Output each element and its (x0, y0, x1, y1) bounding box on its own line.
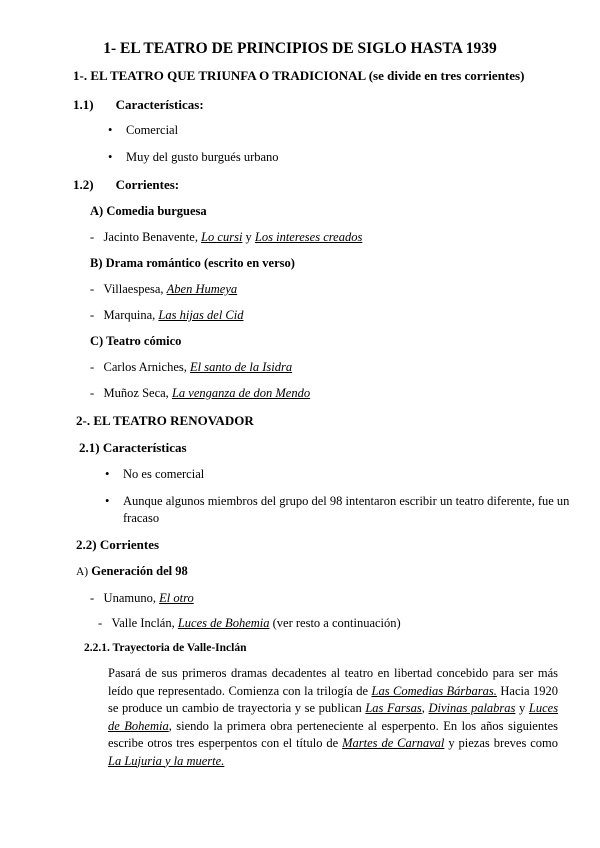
work-title: Las Comedias Bárbaras. (371, 683, 497, 698)
paragraph-text: y (519, 701, 526, 715)
subsection-label: Generación del 98 (91, 564, 188, 578)
section-2-heading: 2-. EL TEATRO RENOVADOR (76, 413, 254, 428)
author: Villaespesa, (103, 282, 164, 296)
list-item: • Aunque algunos miembros del grupo del 98 intentaron escribir un teatro diferente, fue un (123, 494, 569, 509)
dash: - (90, 308, 95, 322)
paragraph-text: Hacia 1920 se produce un cambio de trayectoria y se publican (108, 683, 559, 715)
section-1-heading: 1-. EL TEATRO QUE TRIUNFA O TRADICIONAL (se divide en tres corrientes) (73, 68, 525, 83)
work-title: Aben Humeya (166, 282, 238, 296)
work-title: Divinas palabras (428, 701, 516, 715)
list-item (90, 282, 237, 297)
list-item: • No es comercial (123, 467, 204, 482)
section-1-1-label: Características: (115, 97, 204, 112)
work-title: La venganza de don Mendo (171, 386, 311, 400)
conjunction: y (245, 230, 252, 244)
section-1-2-label: Corrientes: (115, 177, 180, 192)
list-item: • Muy del gusto burgués urbano (126, 150, 279, 165)
work-title: Lo cursi (201, 230, 243, 244)
work-title: El santo de la Isidra (190, 360, 293, 374)
section-2-2-heading: 2.2) Corrientes (76, 537, 160, 552)
work-title: Las Farsas (365, 701, 422, 715)
page-title: 1- EL TEATRO DE PRINCIPIOS DE SIGLO HASTA 1939 (103, 40, 497, 57)
dash: - (90, 591, 95, 605)
dash: - (90, 386, 95, 400)
paragraph-text: , (421, 701, 425, 715)
dash: - (90, 230, 95, 244)
list-item (98, 616, 401, 631)
list-item (90, 386, 310, 401)
dash: - (98, 616, 103, 630)
section-1-1-heading (73, 97, 204, 113)
paragraph-text: , siendo la primera obra perteneciente al esperpento. En los años siguientes escribe otros tres esperpentos con el título de (108, 718, 558, 750)
list-item (90, 308, 244, 323)
author: Unamuno, (103, 591, 156, 605)
dash: - (90, 360, 95, 374)
work-title: Martes de Carnaval (342, 736, 445, 750)
subsection-a-heading: A) Comedia burguesa (90, 204, 207, 218)
section-1-1-number: 1.1) (73, 97, 94, 112)
subsection-a-heading (76, 564, 188, 579)
author: Carlos Arniches, (103, 360, 187, 374)
author: Muñoz Seca, (103, 386, 169, 400)
work-title: La Lujuria y la muerte. (108, 753, 225, 768)
subsection-prefix: A) (76, 566, 89, 578)
work-title: Los intereses creados (254, 230, 363, 244)
author: Jacinto Benavente, (103, 230, 198, 244)
subsection-c-heading: C) Teatro cómico (90, 334, 182, 348)
paragraph-text: Pasará de sus primeros dramas decadentes al teatro en libertad concebido para ser más leído que representado. Comienza con la trilogía de (108, 666, 558, 698)
section-2-2-1-heading: 2.2.1. Trayectoria de Valle-Inclán (84, 642, 247, 654)
list-item-continuation: fracaso (123, 511, 160, 525)
list-item (90, 230, 362, 245)
section-2-1-heading: 2.1) Características (79, 440, 187, 455)
subsection-b-heading: B) Drama romántico (escrito en verso) (90, 256, 295, 270)
body-paragraph (108, 665, 558, 770)
dash: - (90, 282, 95, 296)
author: Marquina, (103, 308, 156, 322)
work-title: Las hijas del Cid (158, 308, 244, 322)
paragraph-text: y piezas breves como (448, 736, 559, 750)
work-title: Luces de Bohemia (177, 616, 270, 630)
work-title: El otro (159, 591, 194, 605)
author: Valle Inclán, (111, 616, 175, 630)
work-title: Luces de Bohemia (108, 701, 559, 733)
list-item: • Comercial (126, 123, 178, 138)
list-item (90, 360, 292, 375)
note: (ver resto a continuación) (272, 616, 401, 630)
section-1-2-number: 1.2) (73, 177, 94, 192)
section-1-2-heading (73, 177, 179, 193)
list-item (90, 591, 194, 606)
